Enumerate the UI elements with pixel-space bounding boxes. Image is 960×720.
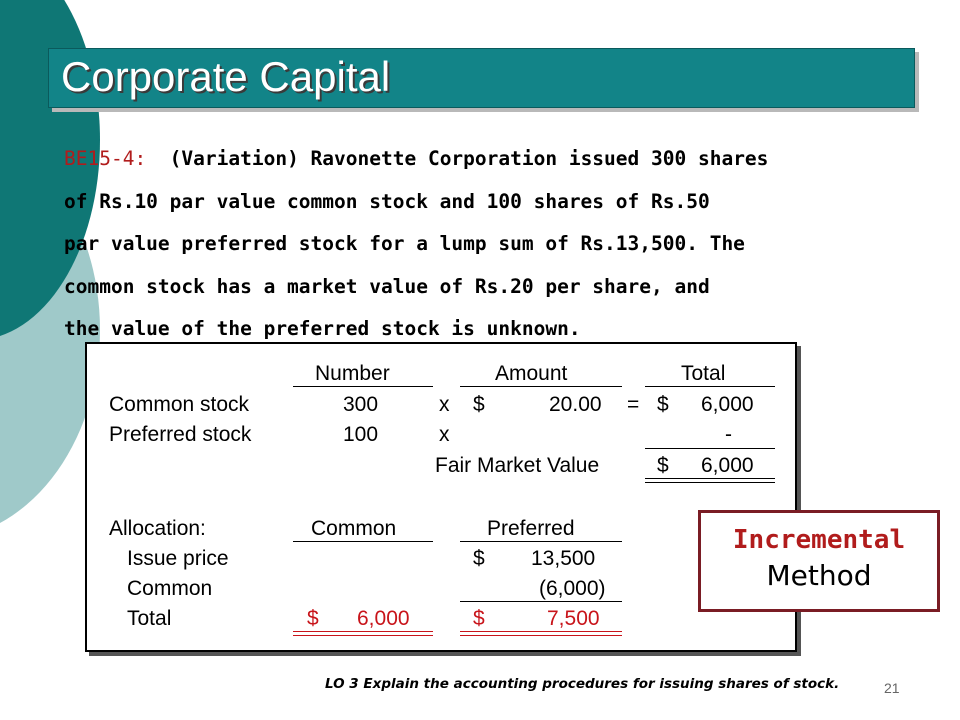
row-preferred-label: Preferred stock [109, 423, 252, 446]
total-label: Total [127, 607, 172, 630]
total-preferred-dollar: $ [473, 607, 485, 630]
total-common-underline-2 [293, 635, 433, 636]
allocation-table [85, 342, 797, 652]
total-common-dollar: $ [307, 607, 319, 630]
total-preferred-value: 7,500 [547, 607, 600, 630]
row-common-number: 300 [343, 393, 379, 416]
header-total: Total [681, 362, 726, 385]
problem-code: BE15-4: [64, 147, 147, 170]
common-deduct-label: Common [127, 577, 213, 600]
row-common-total-dollar: $ [657, 393, 669, 416]
total-preferred-underline-2 [460, 635, 622, 636]
total-preferred-underline-1 [460, 631, 622, 632]
problem-line-3: par value preferred stock for a lump sum of Rs.13,500. The [64, 232, 745, 255]
header-number: Number [315, 362, 390, 385]
fmv-double-underline-2 [645, 482, 775, 483]
row-preferred-number: 100 [343, 423, 379, 446]
header-amount-underline [460, 386, 622, 387]
problem-line-1 [64, 138, 934, 181]
problem-text-1: (Variation) Ravonette Corporation issued 300 shares [169, 147, 769, 170]
issue-price-dollar: $ [473, 547, 485, 570]
fmv-label: Fair Market Value [435, 454, 600, 477]
row-common-x: x [439, 393, 450, 416]
issue-price-value: 13,500 [531, 547, 596, 570]
header-total-underline [645, 386, 775, 387]
allocation-label: Allocation: [109, 517, 206, 540]
issue-price-label: Issue price [127, 547, 229, 570]
header-number-underline [293, 386, 433, 387]
total-common-underline-1 [293, 631, 433, 632]
title-bar [48, 48, 915, 108]
allocation-preferred-underline [460, 541, 622, 542]
row-common-equals: = [627, 393, 640, 416]
problem-statement [64, 138, 934, 351]
row-preferred-total: - [725, 423, 732, 446]
allocation-col-preferred: Preferred [487, 517, 575, 540]
allocation-col-common: Common [311, 517, 397, 540]
subtotal-underline [645, 448, 775, 449]
method-box-subtitle: Method [766, 559, 872, 592]
problem-line-4: common stock has a market value of Rs.20 per share, and [64, 274, 710, 298]
footer-learning-objective: LO 3 Explain the accounting procedures for issuing shares of stock. [325, 676, 840, 692]
problem-line-2: of Rs.10 par value common stock and 100 shares of Rs.50 [64, 189, 710, 213]
problem-line-5: the value of the preferred stock is unknown. [64, 317, 581, 340]
row-preferred-x: x [439, 423, 450, 446]
fmv-double-underline-1 [645, 478, 775, 479]
common-deduct-value: (6,000) [539, 577, 606, 600]
method-box-title: Incremental [732, 525, 906, 555]
row-common-dollar: $ [473, 393, 485, 416]
fmv-dollar: $ [657, 454, 669, 477]
fmv-value: 6,000 [701, 454, 754, 477]
incremental-method-box [698, 510, 940, 612]
row-common-amount: 20.00 [549, 393, 602, 416]
row-common-label: Common stock [109, 393, 250, 416]
allocation-common-underline [293, 541, 433, 542]
page-number: 21 [884, 680, 900, 696]
header-amount: Amount [495, 362, 568, 385]
slide-title: Corporate Capital [61, 53, 391, 100]
total-common-value: 6,000 [357, 607, 410, 630]
row-common-total: 6,000 [701, 393, 754, 416]
allocation-subtotal-underline [460, 601, 622, 602]
